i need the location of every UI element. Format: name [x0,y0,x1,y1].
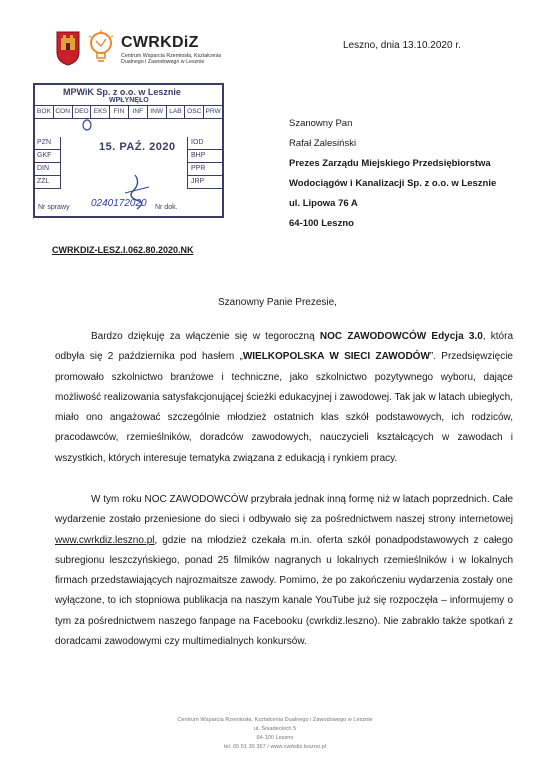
paragraph-1-text: Bardzo dziękuję za włączenie się w tegoroczną [91,331,320,342]
paragraph-2-text: W tym roku NOC ZAWODOWCÓW przybrała jednak inną formę niż w latach poprzednich. Całe wydarzenie zostało przeniesione do sieci i odbywało się za pośrednictwem naszej strony internetowej [55,494,513,526]
letter-date: Leszno, dnia 13.10.2020 r. [343,40,461,51]
stamp-column: EKS [91,106,110,118]
stamp-column: BOK [35,106,54,118]
footer [0,716,550,752]
stamp-right-rows [187,137,222,189]
recipient-name: Rafał Zalesiński [289,138,357,149]
stamp-row-label: GKF [35,150,61,163]
stamp-row-label: PZN [35,137,61,150]
paragraph-2-text: , gdzie na młodzież czekała m.in. oferta szkół ponadpodstawowych z całego subregionu leszczyńskiego, ponad 25 filmików nagranych u lokalnych rzemieślników i w lokalnych firmach przedstawiających najrozmaitsze zawody. Pomimo, że po zakończeniu wydarzenia zostały one wyłączone, to ich stopniowa publikacja na naszym kanale YouTube już się rozpoczęła – informujemy o tym za pośrednictwem naszego fanpage na Facebooku (cwrkdiz.leszno). Nie zabrakło także spotkań z doradcami zawodowymi czy multimedialnych konkursów. [55,534,513,648]
stamp-row-label: ZZL [35,176,61,189]
recipient-salutation: Szanowny Pan [289,118,353,129]
paragraph-1 [55,327,513,469]
recipient-city: 64-100 Leszno [289,218,354,229]
stamp-row-label: JRP [187,176,222,189]
recipient-company: Wodociągów i Kanalizacji Sp. z o.o. w Lesznie [289,178,497,189]
stamp-row-label: PPR [187,163,222,176]
logo [55,30,222,68]
footer-contact: tel. 65 51 30 367 / www.cwrkdiz.leszno.pl [224,744,326,750]
stamp-left-rows [35,137,61,189]
event-name: NOC ZAWODOWCÓW Edycja 3.0 [319,331,483,342]
logo-name: CWRKDiZ [121,34,199,51]
paragraph-2 [55,490,513,652]
stamp-row-label: IOD [187,137,222,150]
recipient-address [289,114,496,234]
stamp-doc-number-label: Nr dok. [155,204,178,211]
stamp-case-number: 0240172020 [91,198,147,209]
stamp-case-number-label: Nr sprawy [38,204,70,211]
greeting: Szanowny Panie Prezesie, [218,297,337,308]
paragraph-1-text: , która odbyła się 2 października pod hasłem „ [55,331,514,363]
stamp-department-row [35,105,222,119]
stamp-column: CON [54,106,73,118]
stamp-column: FIN [110,106,129,118]
footer-street: ul. Śniadeckich 5 [253,726,297,732]
stamp-row-label: DIN [35,163,61,176]
recipient-title: Prezes Zarządu Miejskiego Przedsiębiorstwa [289,158,491,169]
footer-city: 64-100 Leszno [256,735,294,741]
stamp-received-label: WPŁYNĘŁO [109,97,149,104]
coat-of-arms-icon [55,30,81,66]
received-stamp [33,83,224,218]
stamp-column: INF [129,106,148,118]
stamp-column: PRW [205,108,221,115]
stamp-company: MPWiK Sp. z o.o. w Lesznie [63,87,181,97]
logo-subtitle: Centrum Wsparcia Rzemiosła, Kształcenia Dualnego i Zawodowego w Lesznie [121,53,222,66]
stamp-column: DEO [73,106,92,118]
stamp-date: 15. PAŹ. 2020 [99,141,176,153]
website-link[interactable]: www.cwrkdiz.leszno.pl [55,534,155,546]
event-slogan: WIELKOPOLSKA W SIECI ZAWODÓW [242,351,430,363]
stamp-column: LAB [167,106,186,118]
footer-org: Centrum Wsparcia Rzemiosła, Kształcenia Dualnego i Zawodowego w Lesznie [177,717,373,723]
stamp-column: OSC [185,106,204,118]
stamp-column: INW [148,106,167,118]
reference-number: CWRKDIZ-LESZ.I.062.80.2020.NK [52,245,194,255]
lightbulb-icon [87,30,115,66]
paragraph-1-text: ”. Przedsięwzięcie promowało szkolnictwo branżowe i techniczne, jako szkolnictwo pozytywnego wyboru, dające możliwość realizowania satysfakcjonującej ścieżki edukacyjnej i zawodowej. Tak jak w latach ubiegłych, miało ono angażować szczególnie młodzież ostatnich klas szkół podstawowych, ich rodziców, pracodawców, rzemieślników, doradców zawodowych, nauczycieli kształcących w zawodach i wszystkich, których interesuje tematyka związana z edukacją i rynkiem pracy. [55,351,513,464]
recipient-street: ul. Lipowa 76 A [289,198,358,209]
stamp-row-label: BHP [187,150,222,163]
stamp-tick-mark [81,119,93,131]
